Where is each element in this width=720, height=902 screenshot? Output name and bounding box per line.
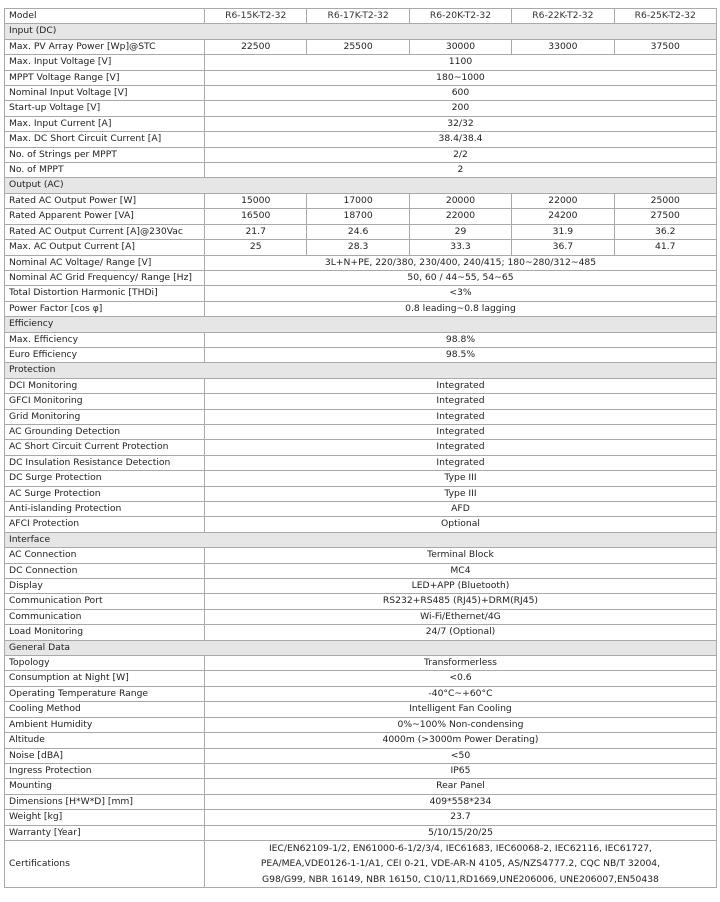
spec-label: Consumption at Night [W] [5, 671, 205, 686]
spec-value: 24200 [512, 209, 614, 224]
spec-value: 29 [409, 224, 511, 239]
spec-row [5, 517, 717, 532]
spec-row [5, 579, 717, 594]
spec-value: 36.7 [512, 240, 614, 255]
spec-table [4, 8, 717, 888]
spec-row [5, 55, 717, 70]
certification-line: G98/G99, NBR 16149, NBR 16150, C10/11,RD1669,UNE206006, UNE206007,EN50438 [262, 873, 659, 885]
spec-row [5, 132, 717, 147]
spec-row [5, 255, 717, 270]
spec-row [5, 748, 717, 763]
spec-row [5, 502, 717, 517]
spec-label: AC Grounding Detection [5, 424, 205, 439]
spec-label: AC Short Circuit Current Protection [5, 440, 205, 455]
spec-value: Integrated [205, 409, 717, 424]
spec-row [5, 301, 717, 316]
section-header-row [5, 24, 717, 39]
spec-label: Anti-islanding Protection [5, 502, 205, 517]
spec-row [5, 794, 717, 809]
spec-value: 21.7 [205, 224, 307, 239]
spec-label: Altitude [5, 733, 205, 748]
section-title: Efficiency [5, 317, 717, 332]
spec-value: -40°C~+60°C [205, 686, 717, 701]
spec-table-body [5, 9, 717, 888]
spec-label: Max. AC Output Current [A] [5, 240, 205, 255]
spec-label: Nominal Input Voltage [V] [5, 86, 205, 101]
spec-label: Total Distortion Harmonic [THDi] [5, 286, 205, 301]
spec-row [5, 563, 717, 578]
spec-label: Warranty [Year] [5, 825, 205, 840]
spec-value: 27500 [614, 209, 716, 224]
spec-row [5, 39, 717, 54]
spec-row [5, 240, 717, 255]
spec-value: 5/10/15/20/25 [205, 825, 717, 840]
spec-row [5, 70, 717, 85]
spec-row [5, 163, 717, 178]
spec-value: IP65 [205, 763, 717, 778]
spec-value: 37500 [614, 39, 716, 54]
spec-row [5, 594, 717, 609]
spec-label: Certifications [5, 840, 205, 888]
spec-row [5, 193, 717, 208]
spec-label: Load Monitoring [5, 625, 205, 640]
section-title: Output (AC) [5, 178, 717, 193]
spec-value: 36.2 [614, 224, 716, 239]
section-header-row [5, 532, 717, 547]
spec-row [5, 763, 717, 778]
spec-value: 33000 [512, 39, 614, 54]
spec-label: Power Factor [cos φ] [5, 301, 205, 316]
spec-value: Rear Panel [205, 779, 717, 794]
spec-row [5, 286, 717, 301]
model-name: R6-20K-T2-32 [409, 9, 511, 24]
spec-value: 24.6 [307, 224, 409, 239]
spec-value: Integrated [205, 424, 717, 439]
spec-value: 25500 [307, 39, 409, 54]
spec-value: Type III [205, 486, 717, 501]
spec-value: Integrated [205, 455, 717, 470]
section-title: Input (DC) [5, 24, 717, 39]
spec-row [5, 717, 717, 732]
section-title: Protection [5, 363, 717, 378]
spec-row [5, 424, 717, 439]
spec-value: 22000 [409, 209, 511, 224]
model-name: R6-15K-T2-32 [205, 9, 307, 24]
spec-label: No. of Strings per MPPT [5, 147, 205, 162]
spec-row [5, 548, 717, 563]
section-header-row [5, 178, 717, 193]
section-header-row [5, 640, 717, 655]
spec-row [5, 840, 717, 888]
model-name: R6-25K-T2-32 [614, 9, 716, 24]
spec-label: Rated AC Output Current [A]@230Vac [5, 224, 205, 239]
spec-value: 23.7 [205, 810, 717, 825]
spec-value: 4000m (>3000m Power Derating) [205, 733, 717, 748]
spec-value-multiline [205, 840, 717, 888]
spec-value: 22000 [512, 193, 614, 208]
spec-value: 15000 [205, 193, 307, 208]
spec-value: 2/2 [205, 147, 717, 162]
spec-row [5, 116, 717, 131]
spec-row [5, 486, 717, 501]
spec-value: 30000 [409, 39, 511, 54]
spec-value: 32/32 [205, 116, 717, 131]
spec-row [5, 609, 717, 624]
spec-value: MC4 [205, 563, 717, 578]
spec-value: 2 [205, 163, 717, 178]
spec-row [5, 394, 717, 409]
spec-value: 20000 [409, 193, 511, 208]
spec-label: Max. Input Current [A] [5, 116, 205, 131]
spec-value: 22500 [205, 39, 307, 54]
spec-label: Rated Apparent Power [VA] [5, 209, 205, 224]
spec-label: Start-up Voltage [V] [5, 101, 205, 116]
spec-row [5, 270, 717, 285]
spec-row [5, 409, 717, 424]
spec-value: 98.5% [205, 347, 717, 362]
spec-label: GFCI Monitoring [5, 394, 205, 409]
spec-label: Communication [5, 609, 205, 624]
spec-label: Ambient Humidity [5, 717, 205, 732]
section-header-row [5, 317, 717, 332]
certification-line: PEA/MEA,VDE0126-1-1/A1, CEI 0-21, VDE-AR-N 4105, AS/NZS4777.2, CQC NB/T 32004, [260, 858, 661, 870]
spec-row [5, 702, 717, 717]
spec-value: 200 [205, 101, 717, 116]
spec-label: Communication Port [5, 594, 205, 609]
spec-row [5, 147, 717, 162]
spec-row [5, 332, 717, 347]
spec-value: Integrated [205, 440, 717, 455]
spec-label: Nominal AC Voltage/ Range [V] [5, 255, 205, 270]
spec-row [5, 733, 717, 748]
model-name: R6-22K-T2-32 [512, 9, 614, 24]
spec-value: 180~1000 [205, 70, 717, 85]
spec-label: MPPT Voltage Range [V] [5, 70, 205, 85]
spec-value: 600 [205, 86, 717, 101]
spec-row [5, 86, 717, 101]
spec-value: RS232+RS485 (RJ45)+DRM(RJ45) [205, 594, 717, 609]
spec-value: 16500 [205, 209, 307, 224]
spec-value: Transformerless [205, 656, 717, 671]
header-label: Model [5, 9, 205, 24]
spec-label: Max. PV Array Power [Wp]@STC [5, 39, 205, 54]
spec-value: 98.8% [205, 332, 717, 347]
spec-label: Ingress Protection [5, 763, 205, 778]
spec-row [5, 224, 717, 239]
spec-row [5, 825, 717, 840]
spec-value: <0.6 [205, 671, 717, 686]
spec-row [5, 347, 717, 362]
spec-value: 17000 [307, 193, 409, 208]
spec-row [5, 455, 717, 470]
spec-row [5, 656, 717, 671]
spec-label: Noise [dBA] [5, 748, 205, 763]
spec-row [5, 671, 717, 686]
spec-label: Topology [5, 656, 205, 671]
spec-value: 25000 [614, 193, 716, 208]
spec-label: No. of MPPT [5, 163, 205, 178]
spec-value: Intelligent Fan Cooling [205, 702, 717, 717]
spec-value: Integrated [205, 378, 717, 393]
spec-label: Euro Efficiency [5, 347, 205, 362]
spec-value: <3% [205, 286, 717, 301]
spec-value: 1100 [205, 55, 717, 70]
spec-value: <50 [205, 748, 717, 763]
spec-value: 18700 [307, 209, 409, 224]
spec-value: LED+APP (Bluetooth) [205, 579, 717, 594]
spec-label: Grid Monitoring [5, 409, 205, 424]
spec-value: 25 [205, 240, 307, 255]
spec-label: Dimensions [H*W*D] [mm] [5, 794, 205, 809]
section-title: General Data [5, 640, 717, 655]
spec-value: 409*558*234 [205, 794, 717, 809]
spec-value: 50, 60 / 44~55, 54~65 [205, 270, 717, 285]
spec-value: 24/7 (Optional) [205, 625, 717, 640]
spec-row [5, 810, 717, 825]
spec-label: Max. Efficiency [5, 332, 205, 347]
spec-label: DC Connection [5, 563, 205, 578]
spec-label: Max. Input Voltage [V] [5, 55, 205, 70]
spec-label: Mounting [5, 779, 205, 794]
spec-row [5, 686, 717, 701]
spec-value: 28.3 [307, 240, 409, 255]
spec-value: AFD [205, 502, 717, 517]
spec-label: Display [5, 579, 205, 594]
spec-value: Terminal Block [205, 548, 717, 563]
certification-line: IEC/EN62109-1/2, EN61000-6-1/2/3/4, IEC61683, IEC60068-2, IEC62116, IEC61727, [268, 842, 652, 854]
spec-row [5, 440, 717, 455]
spec-value: 3L+N+PE, 220/380, 230/400, 240/415; 180~280/312~485 [205, 255, 717, 270]
spec-row [5, 625, 717, 640]
spec-label: DC Surge Protection [5, 471, 205, 486]
spec-value: Optional [205, 517, 717, 532]
spec-value: 31.9 [512, 224, 614, 239]
spec-row [5, 378, 717, 393]
section-header-row [5, 363, 717, 378]
spec-value: 41.7 [614, 240, 716, 255]
spec-label: AC Connection [5, 548, 205, 563]
spec-label: DCI Monitoring [5, 378, 205, 393]
spec-row [5, 779, 717, 794]
spec-label: Operating Temperature Range [5, 686, 205, 701]
spec-label: Max. DC Short Circuit Current [A] [5, 132, 205, 147]
spec-value: Type III [205, 471, 717, 486]
spec-value: 33.3 [409, 240, 511, 255]
spec-label: DC Insulation Resistance Detection [5, 455, 205, 470]
spec-value: 38.4/38.4 [205, 132, 717, 147]
spec-value: Wi-Fi/Ethernet/4G [205, 609, 717, 624]
model-name: R6-17K-T2-32 [307, 9, 409, 24]
section-title: Interface [5, 532, 717, 547]
spec-label: Cooling Method [5, 702, 205, 717]
header-row [5, 9, 717, 24]
spec-row [5, 471, 717, 486]
spec-value: 0%~100% Non-condensing [205, 717, 717, 732]
spec-label: Nominal AC Grid Frequency/ Range [Hz] [5, 270, 205, 285]
spec-label: Weight [kg] [5, 810, 205, 825]
spec-row [5, 209, 717, 224]
spec-label: Rated AC Output Power [W] [5, 193, 205, 208]
spec-label: AFCI Protection [5, 517, 205, 532]
spec-label: AC Surge Protection [5, 486, 205, 501]
spec-value: Integrated [205, 394, 717, 409]
spec-row [5, 101, 717, 116]
spec-value: 0.8 leading~0.8 lagging [205, 301, 717, 316]
